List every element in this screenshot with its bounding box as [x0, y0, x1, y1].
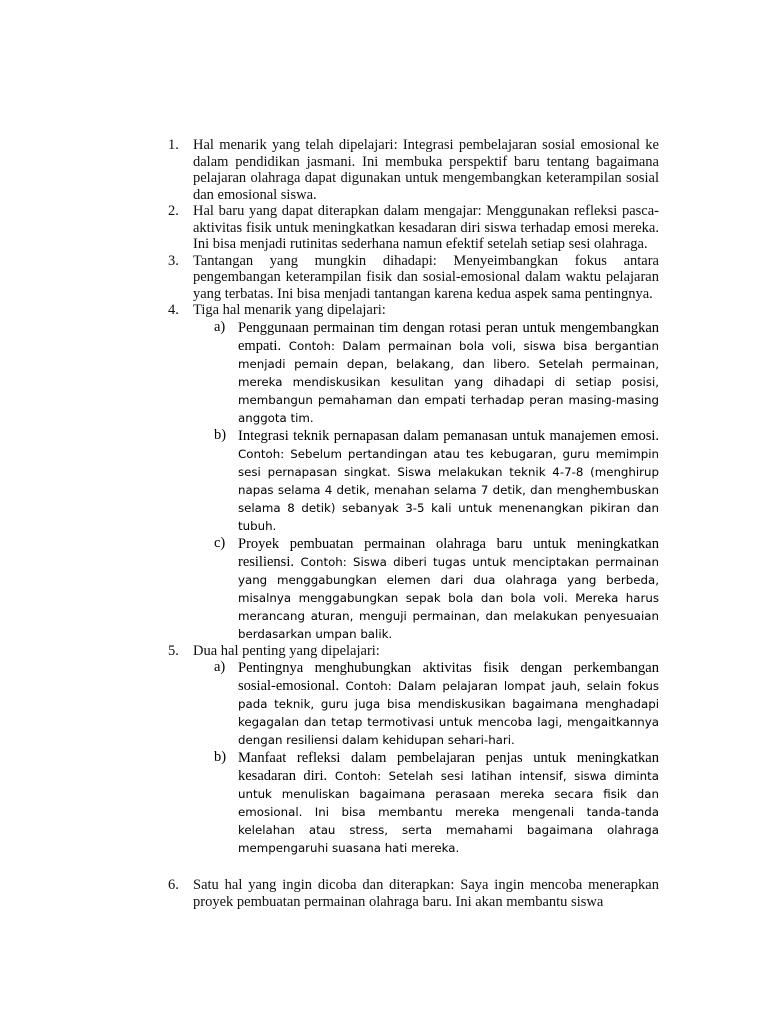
sub-item-text: [238, 749, 659, 857]
sub-item-letter: a): [214, 659, 226, 675]
item-text: Tiga hal menarik yang dipelajari:: [193, 302, 386, 318]
sub-item-example: Contoh: Setelah sesi latihan intensif, siswa diminta untuk menuliskan bagaimana perasaan mereka secara fisik dan emosional. Ini bisa membantu mereka mengenali tanda-tanda kelelahan atau stress, serta memahami bagaimana olahraga mempengaruhi suasana hati mereka.: [238, 769, 659, 855]
sub-item-text: [238, 319, 659, 427]
document-page: [165, 137, 659, 910]
sub-item-text: [238, 427, 659, 535]
sub-item-example: Contoh: Dalam permainan bola voli, siswa bisa bergantian menjadi pemain depan, belakang, dan libero. Setelah permainan, mereka mendiskusikan kesulitan yang dihadapi di setiap posisi, membangun pemahaman dan empati terhadap peran masing-masing anggota tim.: [238, 338, 660, 425]
item-number: 4.: [168, 302, 179, 318]
sub-item-heading: Pentingnya menghubungkan aktivitas fisik dengan perkembangan sosial-emosional.: [238, 660, 659, 694]
list-item-4: [165, 302, 659, 319]
item-number: 5.: [168, 642, 179, 659]
item-text: Satu hal yang ingin dicoba dan diterapkan: Saya ingin mencoba menerapkan proyek pembuatan permainan olahraga baru. Ini akan membantu siswa: [193, 877, 659, 910]
sub-item-letter: b): [214, 426, 227, 443]
sub-item-heading: Integrasi teknik pernapasan dalam pemanasan untuk manajemen emosi.: [238, 427, 659, 444]
sub-item-5b: [165, 749, 659, 857]
sub-item-example: Contoh: Sebelum pertandingan atau tes kebugaran, guru memimpin sesi pernapasan singkat. Siswa melakukan teknik 4-7-8 (menghirup napas selama 4 detik, menahan selama 7 detik, dan menghembuskan selama 8 detik) sebanyak 3-5 kali untuk menenangkan pikiran dan tubuh.: [238, 446, 659, 533]
sub-item-text: [238, 535, 659, 643]
sub-item-text: [238, 659, 659, 749]
sub-item-4b: [165, 427, 659, 535]
sub-item-4a: [165, 319, 659, 427]
sub-item-example: Contoh: Siswa diberi tugas untuk menciptakan permainan yang menggabungkan elemen dari dua olahraga yang berbeda, misalnya menggabungkan sepak bola dan bola voli. Mereka harus merancang aturan, menguji permainan, dan melakukan penyesuaian berdasarkan umpan balik.: [238, 554, 659, 641]
item-text: Hal baru yang dapat diterapkan dalam mengajar: Menggunakan refleksi pasca-aktivitas fisik untuk meningkatkan kesadaran diri siswa terhadap emosi mereka. Ini bisa menjadi rutinitas sederhana namun efektif setelah setiap sesi olahraga.: [193, 203, 659, 252]
list-item-2: [165, 203, 659, 253]
list-item-3: [165, 253, 659, 303]
sub-item-example: Contoh: Dalam pelajaran lompat jauh, selain fokus pada teknik, guru juga bisa mendiskusikan bagaimana menghadapi kegagalan dan tetap termotivasi untuk mencoba lagi, mengaitkannya dengan resiliensi dalam kehidupan sehari-hari.: [238, 679, 659, 747]
sub-item-5a: [165, 659, 659, 749]
item-number: 2.: [168, 203, 179, 219]
sub-item-letter: a): [214, 318, 226, 335]
item-text: Hal menarik yang telah dipelajari: Integrasi pembelajaran sosial emosional ke dalam pendidikan jasmani. Ini membuka perspektif baru tentang bagaimana pelajaran olahraga dapat digunakan untuk mengembangkan keterampilan sosial dan emosional siswa.: [193, 137, 659, 203]
sub-item-heading: Manfaat refleksi dalam pembelajaran penjas untuk meningkatkan kesadaran diri.: [238, 750, 659, 784]
item-number: 3.: [168, 252, 179, 269]
item-text: Tantangan yang mungkin dihadapi: Menyeimbangkan fokus antara pengembangan keterampilan fisik dan sosial-emosional dalam waktu pelajaran yang terbatas. Ini bisa menjadi tantangan karena kedua aspek sama pentingnya.: [193, 252, 659, 302]
list-item-1: [165, 137, 659, 203]
item-number: 1.: [168, 137, 179, 153]
sub-item-heading: Penggunaan permainan tim dengan rotasi peran untuk mengembangkan empati.: [238, 319, 659, 354]
item-number: 6.: [168, 877, 179, 893]
sub-item-letter: c): [214, 534, 226, 551]
paragraph-gap: [165, 857, 659, 877]
sub-item-heading: Proyek pembuatan permainan olahraga baru untuk meningkatkan resiliensi.: [238, 535, 659, 570]
list-item-5: [165, 643, 659, 660]
item-text: Dua hal penting yang dipelajari:: [193, 642, 380, 659]
sub-item-4c: [165, 535, 659, 643]
sub-item-letter: b): [214, 749, 227, 765]
list-item-6: [165, 877, 659, 910]
